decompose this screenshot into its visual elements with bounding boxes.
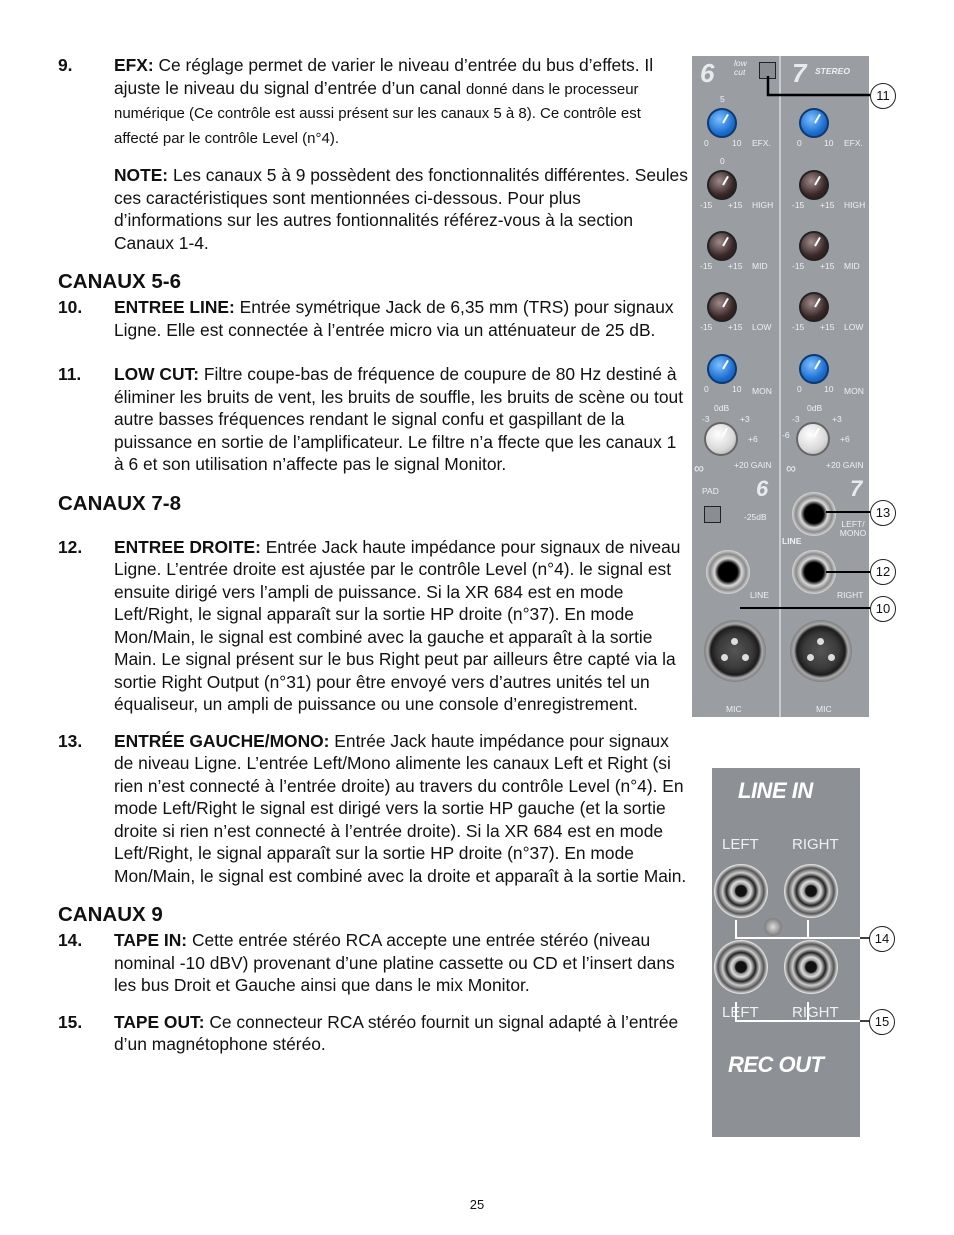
left-label: LEFT: [722, 1004, 759, 1021]
item-body: [114, 536, 688, 716]
callout-13: 13: [870, 500, 896, 526]
mon-knob-ch6[interactable]: [707, 354, 737, 384]
item-text: Cette entrée stéréo RCA accepte une entrée stéréo (niveau nominal -10 dBV) provenant d’une platine cassette ou CD et l’insert dans les bus Droit et Gauche ainsi que dans le mix Monitor.: [114, 930, 675, 995]
scale-label: 10: [732, 138, 742, 148]
efx-knob-ch6[interactable]: [707, 108, 737, 138]
channel-number-6: 6: [700, 58, 715, 88]
strip-divider: [779, 56, 781, 717]
gain-scale-label: 0dB: [714, 403, 730, 413]
scale-label: -15: [792, 200, 805, 210]
rec-out-title: REC OUT: [728, 1052, 824, 1077]
item-term: ENTRÉE GAUCHE/MONO:: [114, 730, 330, 751]
item-number: 14.: [58, 930, 83, 950]
item-text: Ce réglage permet de varier le niveau d’entrée du bus d’effets. Il ajuste le niveau du signal d’entrée d’un canal: [114, 55, 654, 98]
scale-label: 0: [797, 138, 802, 148]
item-term: ENTREE DROITE:: [114, 536, 261, 557]
line-label: LINE: [750, 590, 769, 600]
high-label: HIGH: [844, 200, 866, 210]
xlr-pin: [742, 654, 749, 661]
item-9: [58, 54, 688, 150]
mic-label: MIC: [726, 704, 742, 714]
item-15: [58, 1011, 688, 1056]
scale-label: -15: [792, 322, 805, 332]
mon-label: MON: [752, 386, 772, 396]
infinity-label: ∞: [786, 460, 796, 476]
scale-label: -15: [700, 200, 713, 210]
xlr-pin: [721, 654, 728, 661]
scale-label: +15: [820, 200, 835, 210]
xlr-pin: [817, 638, 824, 645]
callout-10: 10: [870, 596, 896, 622]
item-text: Entrée Jack haute impédance pour signaux de niveau Ligne. L’entrée Left/Mono alimente les canaux Left et Right (si rien n’est connecté à l’entrée droite) au travers du contrôle Level (n°4). En mode Left/Right le signal est dirigé vers la sortie HP gauche (et la sortie droite si rien n’est connecté à l’entrée droite). Si la XR 684 est en mode Left/Right, le signal apparaît sur la sortie HP droite (n°37). En mode Mon/Main, le signal est combiné avec la droite et apparaît à la sortie Main.: [114, 730, 687, 886]
item-term: TAPE IN:: [114, 930, 188, 950]
high-eq-knob-ch6[interactable]: [707, 170, 737, 200]
stereo-label: STEREO: [815, 66, 850, 76]
pad-db-label: -25dB: [744, 512, 767, 522]
mon-label: MON: [844, 386, 864, 396]
efx-label: EFX.: [752, 138, 771, 148]
mid-eq-knob-ch7[interactable]: [799, 231, 829, 261]
channel-number-7-lower: 7: [850, 476, 863, 501]
gain-scale-label: -3: [702, 414, 710, 424]
tape-in-right-rca[interactable]: [784, 864, 838, 918]
line-input-jack[interactable]: [706, 550, 750, 594]
scale-label: 10: [824, 138, 834, 148]
xlr-pin: [807, 654, 814, 661]
item-term: ENTREE LINE:: [114, 297, 235, 317]
scale-label: -15: [700, 322, 713, 332]
low-label: LOW: [752, 322, 772, 332]
item-number: 11.: [58, 364, 82, 384]
item-13: [58, 730, 688, 888]
callout-15: 15: [869, 1009, 895, 1035]
mid-eq-knob-ch6[interactable]: [707, 231, 737, 261]
item-text-small: donné dans le processeur numérique (Ce contrôle est aussi présent sur les canaux 5 à 8). Ce contrôle est affecté par le contrôle Level (n°4).: [114, 80, 641, 147]
scale-label: 5: [720, 94, 725, 104]
item-term: TAPE OUT:: [114, 1011, 205, 1032]
section-heading-canaux-7-8: CANAUX 7-8: [58, 491, 182, 515]
channel-strip-panel: [692, 56, 869, 717]
left-mono-label: LEFT/ MONO: [839, 519, 867, 538]
section-heading-canaux-5-6: CANAUX 5-6: [58, 270, 182, 293]
xlr-pin: [828, 654, 835, 661]
scale-label: +15: [820, 261, 835, 271]
gain-scale-label: -3: [792, 414, 800, 424]
low-eq-knob-ch6[interactable]: [707, 292, 737, 322]
line-in-title: LINE IN: [738, 778, 813, 803]
item-number: 13.: [58, 730, 83, 751]
channel-number-6-lower: 6: [756, 476, 769, 501]
right-label: RIGHT: [792, 1004, 839, 1021]
item-term: EFX:: [114, 55, 154, 75]
scale-label: -15: [792, 261, 805, 271]
mon-knob-ch7[interactable]: [799, 354, 829, 384]
item-body: [114, 929, 688, 997]
mic-xlr-input-ch6[interactable]: [704, 620, 766, 682]
note-block: [114, 164, 688, 254]
high-label: HIGH: [752, 200, 774, 210]
pad-button[interactable]: [704, 506, 721, 523]
gain-knob-ch7[interactable]: [796, 422, 830, 456]
rec-out-right-rca[interactable]: [784, 940, 838, 994]
scale-label: 0: [704, 138, 709, 148]
item-number: 9.: [58, 55, 73, 75]
scale-label: 10: [732, 384, 742, 394]
item-number: 15.: [58, 1011, 83, 1032]
tape-in-left-rca[interactable]: [714, 864, 768, 918]
scale-label: 0: [704, 384, 709, 394]
high-eq-knob-ch7[interactable]: [799, 170, 829, 200]
callout-12: 12: [870, 559, 896, 585]
pad-label: PAD: [702, 486, 719, 496]
left-mono-line-jack[interactable]: [792, 492, 836, 536]
callout-14: 14: [869, 926, 895, 952]
low-label: LOW: [844, 322, 864, 332]
item-term: LOW CUT:: [114, 364, 199, 384]
scale-label: 0: [797, 384, 802, 394]
line-in-rec-out-panel: [712, 768, 860, 1137]
scale-label: -15: [700, 261, 713, 271]
gain-scale-label: +3: [832, 414, 842, 424]
item-body: [114, 296, 688, 341]
item-text: Entrée Jack haute impédance pour signaux de niveau Ligne. L’entrée droite est ajustée par le contrôle Level (n°4). le signal est ensuite dirigé vers l’ampli de puissance. Si la XR 684 est en mode Left/Right, le signal apparaît sur la sortie HP droite (n°37). En mode Mon/Main, le signal est combiné avec la gauche et apparaît à la sortie Main. Le signal présent sur le bus Right peut par ailleurs être capté via la sortie Right Output (n°31) pour être envoyé vers d’autres unités tel un équaliseur, un ampli de puissance ou une console d’enregistrement.: [114, 536, 681, 714]
gain-scale-label: -6: [782, 430, 790, 440]
mic-xlr-input-ch7[interactable]: [790, 620, 852, 682]
item-10: [58, 296, 688, 341]
item-text: Filtre coupe-bas de fréquence de coupure de 80 Hz destiné à éliminer les bruits de vent, les bruits de souffle, les bruits de scène ou tout autre basses fréquences rendant le signal confu et gaspillant de la puissance en sortie de l’amplificateur. Le filtre n’a ffecte que les canaux 1 à 6 et son utilisation n’affecte pas le signal Monitor.: [114, 364, 684, 474]
item-14: [58, 929, 688, 997]
gain-label: +20 GAIN: [734, 460, 772, 470]
page-number: 25: [469, 1197, 485, 1212]
gain-label: +20 GAIN: [826, 460, 864, 470]
right-line-jack[interactable]: [792, 550, 836, 594]
rec-out-left-rca[interactable]: [714, 940, 768, 994]
low-cut-button[interactable]: [759, 62, 776, 79]
efx-knob-ch7[interactable]: [799, 108, 829, 138]
item-11: [58, 363, 688, 476]
item-text: Ce connecteur RCA stéréo fournit un signal adapté à l’entrée d’un magnétophone stéréo.: [114, 1011, 679, 1054]
gain-scale-label: +6: [748, 434, 758, 444]
line-label: LINE: [782, 536, 802, 546]
screw-icon: [764, 918, 782, 936]
channel-number-7: 7: [792, 58, 807, 88]
left-label: LEFT: [722, 836, 759, 853]
scale-label: +15: [728, 261, 743, 271]
scale-label: +15: [820, 322, 835, 332]
section-heading-canaux-9: CANAUX 9: [58, 903, 163, 926]
mid-label: MID: [752, 261, 768, 271]
right-label: RIGHT: [837, 590, 864, 600]
item-number: 12.: [58, 536, 83, 557]
item-body: [114, 54, 688, 150]
mic-label: MIC: [816, 704, 832, 714]
gain-scale-label: +3: [740, 414, 750, 424]
efx-label: EFX.: [844, 138, 863, 148]
item-body: [114, 363, 688, 476]
gain-scale-label: 0dB: [807, 403, 823, 413]
mid-label: MID: [844, 261, 860, 271]
note-term: NOTE:: [114, 165, 169, 185]
scale-label: 0: [720, 156, 725, 166]
scale-label: +15: [728, 322, 743, 332]
note-text: Les canaux 5 à 9 possèdent des fonctionnalités différentes. Seules ces caractéristiques sont mentionnées ci-dessous. Pour plus d’informations sur les autres fontionnalités référez-vous à la section Canaux 1-4.: [114, 165, 688, 253]
item-body: [114, 730, 688, 888]
item-12: [58, 536, 688, 716]
infinity-label: ∞: [694, 460, 704, 476]
right-label: RIGHT: [792, 836, 839, 853]
scale-label: +15: [728, 200, 743, 210]
low-cut-label: low cut: [734, 58, 747, 77]
callout-11: 11: [870, 83, 896, 109]
item-body: [114, 1011, 688, 1056]
gain-scale-label: +6: [840, 434, 850, 444]
low-eq-knob-ch7[interactable]: [799, 292, 829, 322]
item-number: 10.: [58, 297, 83, 317]
scale-label: 10: [824, 384, 834, 394]
xlr-pin: [731, 638, 738, 645]
text-column: [58, 54, 688, 1070]
gain-knob-ch6[interactable]: [704, 422, 738, 456]
item-text: Entrée symétrique Jack de 6,35 mm (TRS) pour signaux Ligne. Elle est connectée à l’entrée micro via un atténuateur de 25 dB.: [114, 297, 674, 340]
